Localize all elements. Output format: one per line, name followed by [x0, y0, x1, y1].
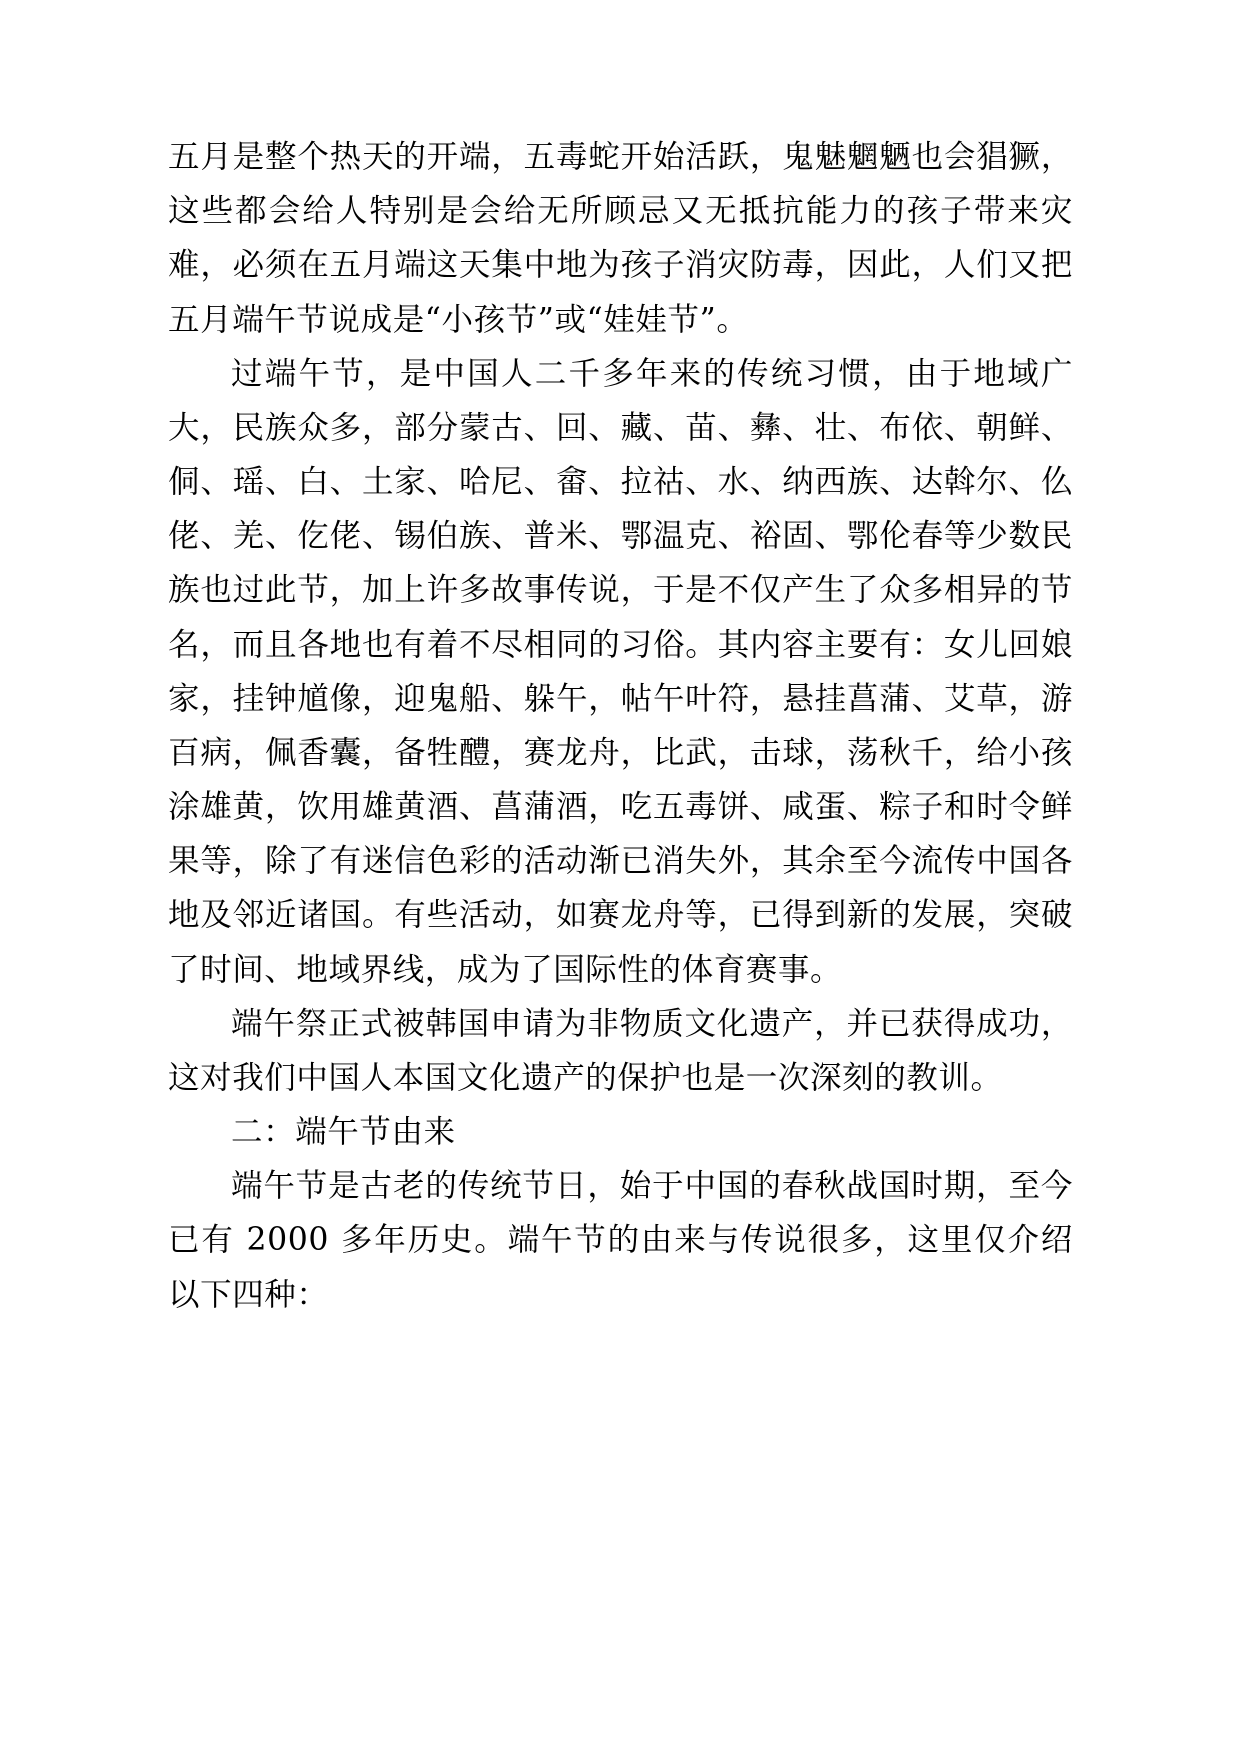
- section-heading-2: 二：端午节由来: [231, 1114, 456, 1151]
- paragraph-1: 五月是整个热天的开端，五毒蛇开始活跃，鬼魅魍魉也会猖獗，这些都会给人特别是会给无所顾忌又无抵抗能力的孩子带来灾难，必须在五月端这天集中地为孩子消灾防毒，因此，人们又把五月端午节说成是“小孩节”或“娃娃节”。: [168, 139, 1073, 338]
- paragraph-4: 端午节是古老的传统节日，始于中国的春秋战国时期，至今已有 2000 多年历史。端午节的由来与传说很多，这里仅介绍以下四种：: [168, 1168, 1073, 1313]
- paragraph-3: 端午祭正式被韩国申请为非物质文化遗产，并已获得成功，这对我们中国人本国文化遗产的保护也是一次深刻的教训。: [168, 1005, 1073, 1096]
- document-body: [168, 130, 1073, 1322]
- paragraph-2: 过端午节，是中国人二千多年来的传统习惯，由于地域广大，民族众多，部分蒙古、回、藏、苗、彝、壮、布依、朝鲜、侗、瑶、白、土家、哈尼、畲、拉祜、水、纳西族、达斡尔、仫佬、羌、仡佬、锡伯族、普米、鄂温克、裕固、鄂伦春等少数民族也过此节，加上许多故事传说，于是不仅产生了众多相异的节名，而且各地也有着不尽相同的习俗。其内容主要有：女儿回娘家，挂钟馗像，迎鬼船、躲午，帖午叶符，悬挂菖蒲、艾草，游百病，佩香囊，备牲醴，赛龙舟，比武，击球，荡秋千，给小孩涂雄黄，饮用雄黄酒、菖蒲酒，吃五毒饼、咸蛋、粽子和时令鲜果等，除了有迷信色彩的活动渐已消失外，其余至今流传中国各地及邻近诸国。有些活动，如赛龙舟等，已得到新的发展，突破了时间、地域界线，成为了国际性的体育赛事。: [168, 355, 1073, 988]
